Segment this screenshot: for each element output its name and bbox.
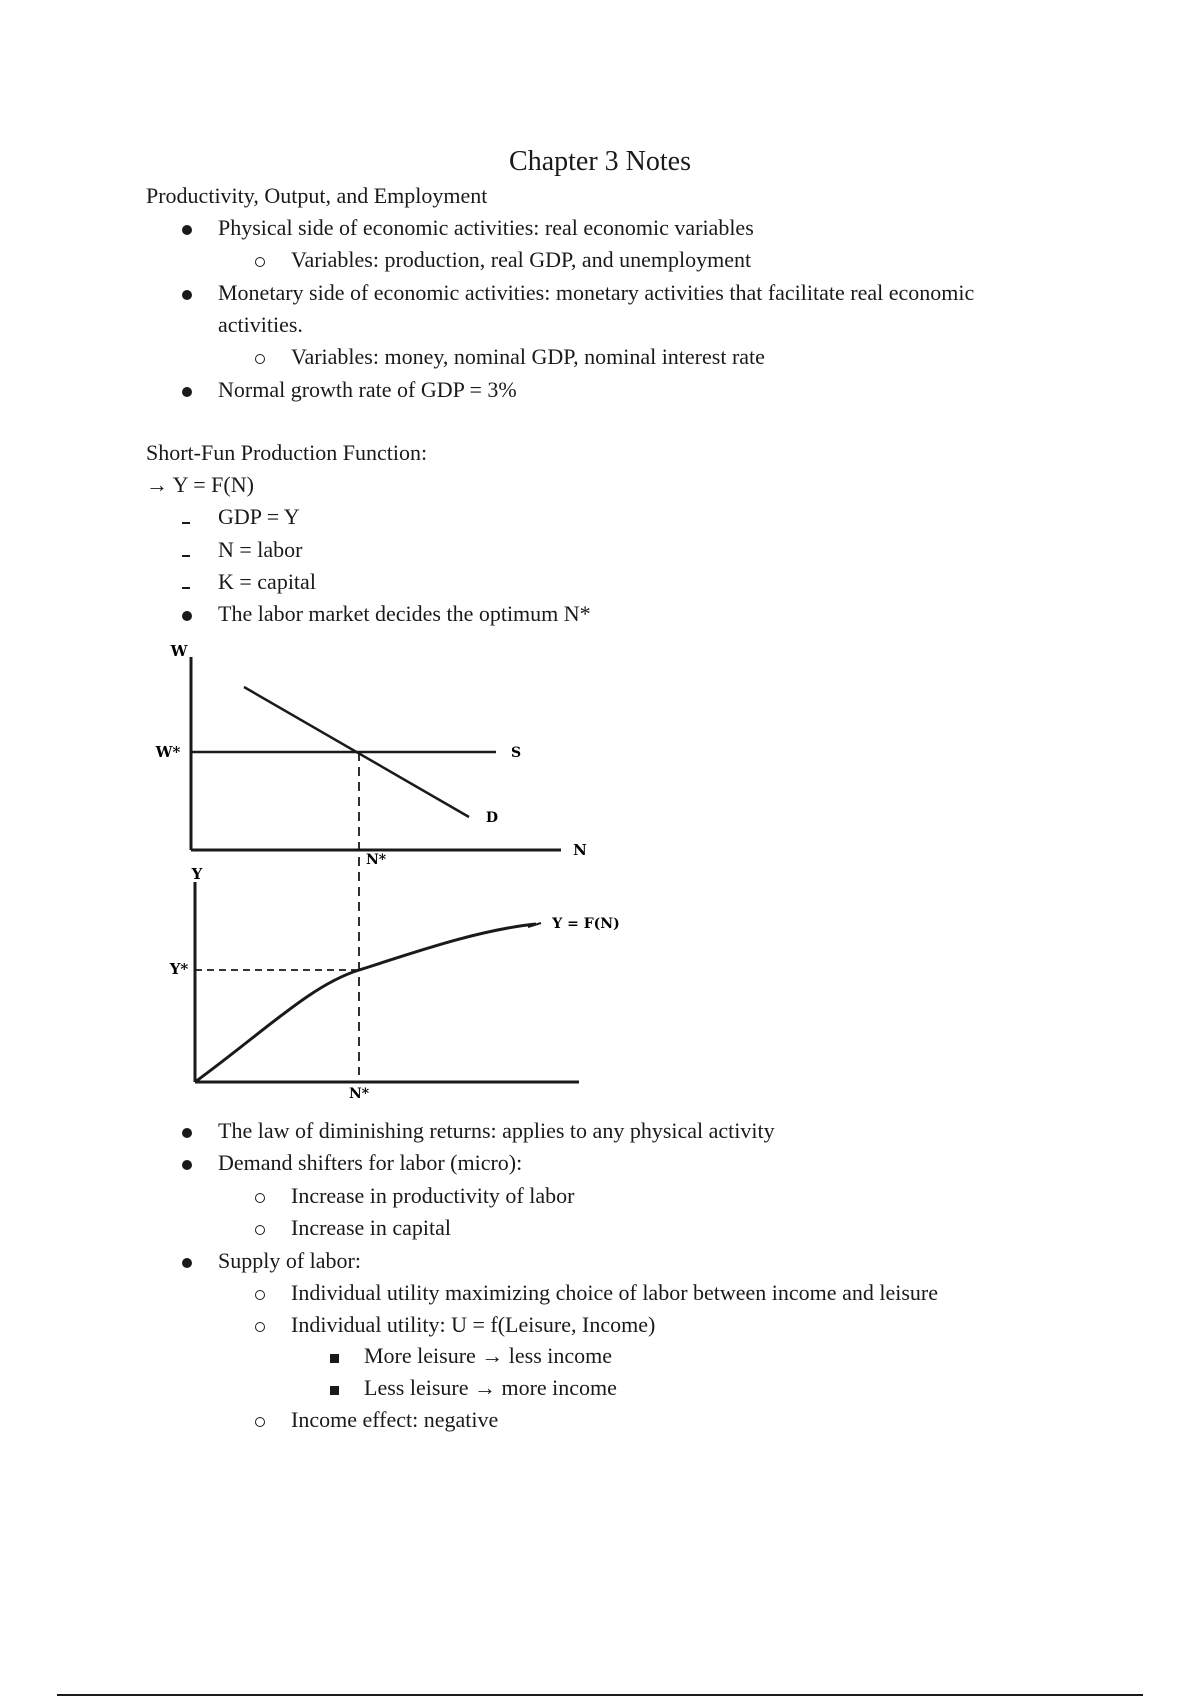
production-equation: → Y = F(N) (146, 472, 254, 497)
list-item: Variables: production, real GDP, and unemployment (291, 247, 752, 272)
bullet-dash-icon (182, 537, 190, 563)
list-item-continuation: activities. (218, 312, 303, 337)
bullet-circle-icon (255, 1407, 265, 1433)
list-item: Physical side of economic activities: real economic variables (218, 215, 754, 240)
list-item: Individual utility maximizing choice of labor between income and leisure (291, 1280, 938, 1305)
bullet-dot-icon (182, 601, 192, 627)
bullet-dot-icon (182, 280, 192, 306)
label-demand: D (485, 810, 499, 826)
bullet-circle-icon (255, 1183, 265, 1209)
label-eq-output: Y* (169, 960, 189, 978)
list-item: Monetary side of economic activities: monetary activities that facilitate real economic (218, 280, 975, 305)
page-bottom-rule (57, 1694, 1143, 1696)
diagram-svg (146, 635, 646, 1105)
section-heading-productivity: Productivity, Output, and Employment (146, 183, 488, 208)
list-item: Less leisure → more income (364, 1375, 617, 1400)
list-item: Income effect: negative (291, 1407, 499, 1432)
list-item: The labor market decides the optimum N* (218, 601, 591, 626)
list-item: More leisure → less income (364, 1343, 613, 1368)
definition-item: N = labor (218, 537, 303, 562)
axis-label-y: Y (191, 865, 203, 883)
bullet-dot-icon (182, 377, 192, 403)
production-curve (195, 924, 536, 1082)
bullet-circle-icon (255, 1215, 265, 1241)
list-item: Demand shifters for labor (micro): (218, 1150, 523, 1175)
label-eq-labor-top: N* (365, 852, 387, 868)
page-title: Chapter 3 Notes (509, 146, 691, 177)
bullet-dot-icon (182, 215, 192, 241)
bullet-circle-icon (255, 344, 265, 370)
labor-market-production-diagram (146, 635, 646, 1105)
label-eq-labor-bottom: N* (348, 1086, 370, 1102)
bullet-square-icon (330, 1343, 339, 1369)
bullet-dash-icon (182, 504, 190, 530)
list-item: Normal growth rate of GDP = 3% (218, 377, 517, 402)
bullet-dash-icon (182, 569, 190, 595)
list-item: Individual utility: U = f(Leisure, Income) (291, 1312, 656, 1337)
label-production-curve: Y = F(N) (552, 916, 620, 932)
list-item: Increase in productivity of labor (291, 1183, 575, 1208)
axis-label-w: W (170, 642, 188, 660)
section-heading-production-function: Short-Fun Production Function: (146, 440, 428, 465)
bullet-dot-icon (182, 1150, 192, 1176)
list-item: Variables: money, nominal GDP, nominal interest rate (291, 344, 765, 369)
bullet-square-icon (330, 1375, 339, 1401)
bullet-circle-icon (255, 247, 265, 273)
list-item: The law of diminishing returns: applies to any physical activity (218, 1118, 775, 1143)
bullet-dot-icon (182, 1118, 192, 1144)
label-supply: S (510, 745, 522, 761)
bullet-dot-icon (182, 1248, 192, 1274)
list-item: Increase in capital (291, 1215, 452, 1240)
list-item: Supply of labor: (218, 1248, 361, 1273)
definition-item: GDP = Y (218, 504, 300, 529)
axis-label-n: N (573, 841, 587, 859)
label-eq-wage: W* (155, 743, 181, 761)
bullet-circle-icon (255, 1312, 265, 1338)
definition-item: K = capital (218, 569, 316, 594)
bullet-circle-icon (255, 1280, 265, 1306)
